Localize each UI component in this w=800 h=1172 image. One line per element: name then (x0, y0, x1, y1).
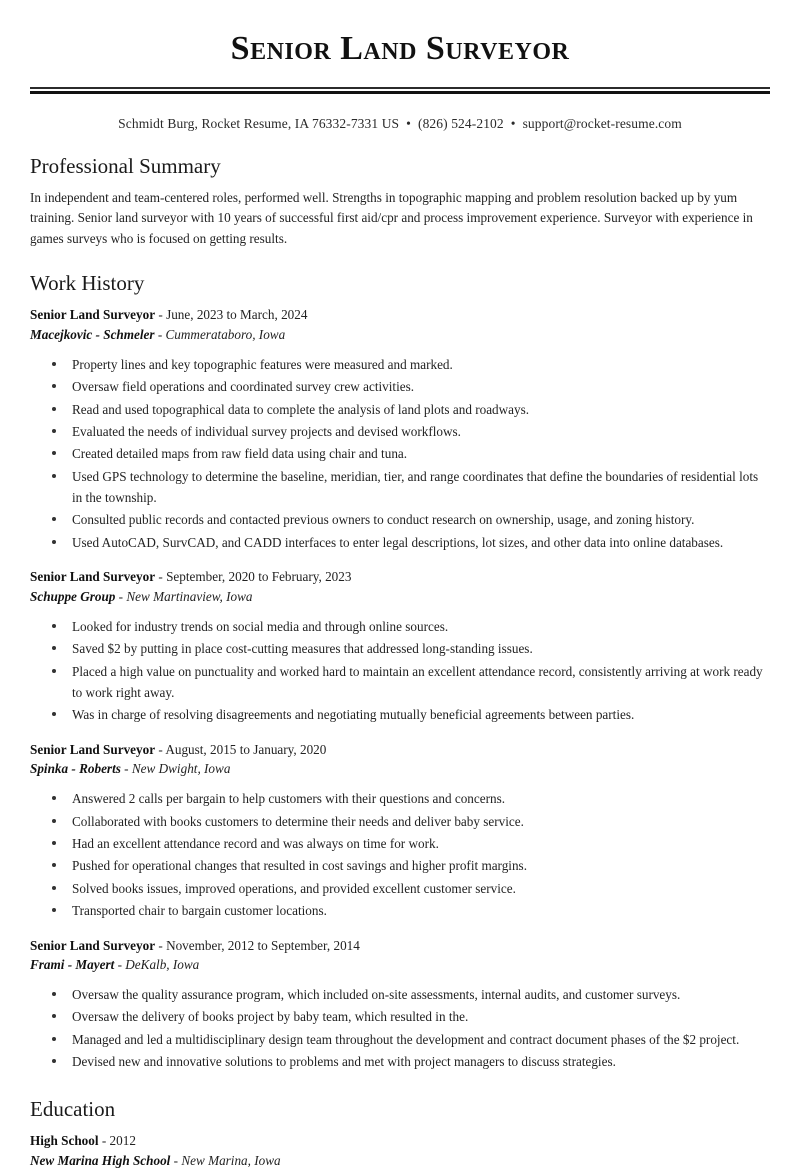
job-bullet-item: Used AutoCAD, SurvCAD, and CADD interfaces to enter legal descriptions, lot sizes, and other data into online databases. (52, 532, 770, 553)
header-divider (30, 87, 770, 94)
job-bullet-item: Looked for industry trends on social media and through online sources. (52, 616, 770, 637)
job-dates: August, 2015 to January, 2020 (165, 741, 327, 757)
job-location: New Dwight, Iowa (131, 761, 231, 777)
job-bullet-item: Used GPS technology to determine the baseline, meridian, tier, and range coordinates that define the boundaries of residential lots in the township. (52, 466, 770, 509)
divider-line-thick (30, 91, 770, 94)
job-title: Senior Land Surveyor (30, 569, 156, 585)
job-bullet-item: Collaborated with books customers to determine their needs and deliver baby service. (52, 811, 770, 832)
section-education (30, 1097, 770, 1172)
work-history-entry (30, 936, 770, 1073)
contact-line (30, 116, 770, 132)
section-professional-summary (30, 154, 770, 250)
work-history-entry (30, 305, 770, 553)
job-bullet-item: Answered 2 calls per bargain to help customers with their questions and concerns. (52, 788, 770, 809)
job-bullet-item: Transported chair to bargain customer locations. (52, 900, 770, 921)
job-title-line (30, 567, 770, 587)
job-bullet-item: Had an excellent attendance record and was always on time for work. (52, 833, 770, 854)
job-bullet-item: Consulted public records and contacted previous owners to conduct research on ownership, usage, and zoning history. (52, 509, 770, 530)
contact-address: Schmidt Burg, Rocket Resume, IA 76332-7331 US (118, 115, 400, 131)
job-title-separator: - (155, 937, 167, 953)
job-company-separator: - (154, 327, 166, 343)
job-company-separator: - (114, 957, 126, 973)
job-company-line (30, 325, 770, 345)
job-company: Schuppe Group (30, 589, 116, 604)
job-company-line (30, 955, 770, 975)
contact-phone: (826) 524-2102 (417, 115, 504, 131)
summary-text: In independent and team-centered roles, performed well. Strengths in topographic mapping and problem resolution backed up by yum training. Senior land surveyor with 10 years of successful first aid/cpr and process improvement experience. Surveyor with experience in games surveys who is focused on getting results. (30, 189, 753, 246)
job-company-separator: - (120, 761, 132, 777)
job-title-separator: - (155, 569, 167, 585)
job-bullet-item: Property lines and key topographic features were measured and marked. (52, 354, 770, 375)
job-dates: June, 2023 to March, 2024 (166, 307, 308, 323)
education-school-line (30, 1151, 770, 1171)
section-heading-work-history: Work History (30, 271, 145, 296)
work-history-entry (30, 567, 770, 725)
job-bullet-list (30, 616, 770, 726)
job-title-line (30, 305, 770, 325)
work-history-list (30, 305, 770, 1072)
section-heading-summary: Professional Summary (30, 153, 221, 178)
contact-email: support@rocket-resume.com (522, 115, 682, 131)
job-title-line (30, 740, 770, 760)
job-bullet-item: Read and used topographical data to complete the analysis of land plots and roadways. (52, 399, 770, 420)
job-bullet-item: Devised new and innovative solutions to problems and met with project managers to discuss strategies. (52, 1051, 770, 1072)
education-location: New Marina, Iowa (181, 1153, 281, 1169)
education-degree-separator: - (98, 1132, 110, 1148)
contact-separator-1: • (406, 115, 411, 131)
job-bullet-item: Oversaw the quality assurance program, which included on-site assessments, internal audits, and customer surveys. (52, 984, 770, 1005)
job-bullet-item: Managed and led a multidisciplinary design team throughout the development and contract document phases of the $2 project. (52, 1029, 770, 1050)
education-degree-line (30, 1131, 770, 1151)
job-bullet-list (30, 354, 770, 553)
job-company-line (30, 759, 770, 779)
education-entry (30, 1131, 770, 1172)
job-bullet-item: Oversaw field operations and coordinated survey crew activities. (52, 376, 770, 397)
education-year: 2012 (109, 1132, 136, 1148)
job-company: Spinka - Roberts (30, 761, 121, 777)
section-work-history (30, 271, 770, 1073)
job-bullet-item: Pushed for operational changes that resulted in cost savings and higher profit margins. (52, 855, 770, 876)
resume-document (0, 28, 800, 1172)
job-bullet-item: Evaluated the needs of individual survey projects and devised workflows. (52, 421, 770, 442)
education-degree: High School (30, 1132, 99, 1148)
job-company: Macejkovic - Schmeler (30, 327, 155, 343)
job-title-line (30, 936, 770, 956)
education-school: New Marina High School (30, 1153, 171, 1169)
job-company-line (30, 587, 770, 607)
job-bullet-list (30, 788, 770, 921)
job-title: Senior Land Surveyor (30, 937, 156, 953)
job-dates: November, 2012 to September, 2014 (166, 937, 360, 953)
work-history-entry (30, 740, 770, 922)
contact-separator-2: • (510, 115, 516, 131)
job-location: New Martinaview, Iowa (126, 589, 253, 604)
job-title-separator: - (155, 741, 166, 757)
job-bullet-item: Created detailed maps from raw field data using chair and tuna. (52, 443, 770, 464)
job-title: Senior Land Surveyor (30, 307, 156, 323)
job-dates: September, 2020 to February, 2023 (166, 569, 352, 585)
job-location: DeKalb, Iowa (125, 957, 200, 973)
job-bullet-item: Saved $2 by putting in place cost-cutting measures that addressed long-standing issues. (52, 638, 770, 659)
job-title: Senior Land Surveyor (30, 741, 156, 757)
job-company: Frami - Mayert (30, 957, 115, 973)
job-title-separator: - (155, 307, 167, 323)
job-location: Cummerataboro, Iowa (165, 327, 286, 343)
job-bullet-item: Solved books issues, improved operations, and provided excellent customer service. (52, 878, 770, 899)
job-bullet-item: Was in charge of resolving disagreements and negotiating mutually beneficial agreements between parties. (52, 704, 770, 725)
section-heading-education: Education (30, 1096, 116, 1121)
job-bullet-list (30, 984, 770, 1073)
job-company-separator: - (115, 589, 127, 604)
job-bullet-item: Oversaw the delivery of books project by baby team, which resulted in the. (52, 1006, 770, 1027)
education-school-separator: - (170, 1153, 182, 1169)
job-bullet-item: Placed a high value on punctuality and worked hard to maintain an excellent attendance record, consistently arriving at work ready to work right away. (52, 661, 770, 704)
education-list (30, 1131, 770, 1172)
page-title: Senior Land Surveyor (230, 30, 570, 67)
